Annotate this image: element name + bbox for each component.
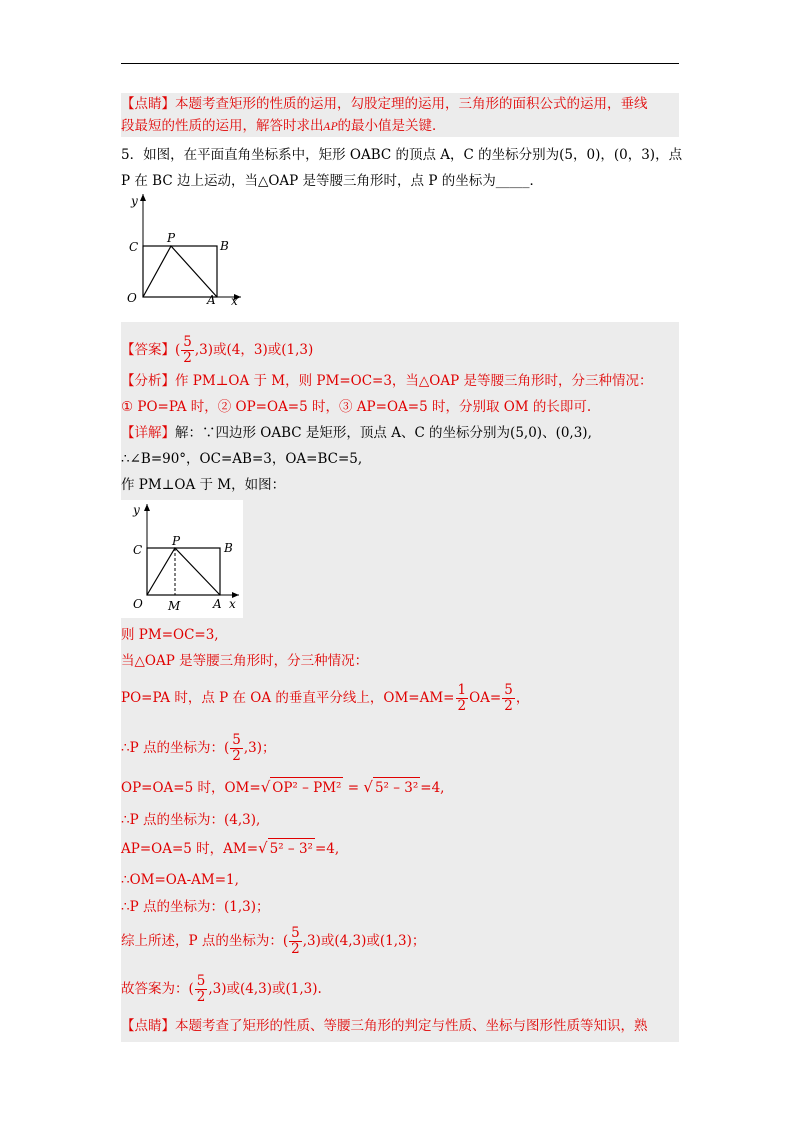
fraction: $\frac{5}{2}$: [183, 334, 192, 366]
fig2-y-label: y: [133, 503, 140, 517]
fig1-c-label: C: [129, 240, 139, 254]
question-line1: 5．如图，在平面直角坐标系中，矩形 OABC 的顶点 A，C 的坐标分别为(5，0)，(0，3)，点: [121, 147, 683, 163]
previous-comment-line1: 【点睛】本题考查矩形的性质的运用，勾股定理的运用，三角形的面积公式的运用，垂线: [121, 96, 648, 112]
fig2-x-label: x: [229, 597, 236, 611]
fig2-p-label: P: [172, 534, 181, 548]
step-9: ∴P 点的坐标为：(1,3)；: [121, 899, 270, 915]
fraction: $\frac{5}{2}$: [232, 732, 241, 764]
fraction-half: $\frac{1}{2}$: [457, 682, 467, 714]
step-6: ∴P 点的坐标为：(4,3),: [121, 812, 261, 828]
step-11: 故答案为：( $\frac{5}{2}$ ,3)或(4,3)或(1,3).: [121, 973, 322, 1005]
fig1-y-label: y: [131, 194, 138, 208]
answer-label: 【答案】: [121, 342, 175, 358]
fig1-x-label: x: [231, 294, 238, 308]
previous-comment-line2: 段最短的性质的运用，解答时求出AP的最小值是关键．: [121, 118, 446, 134]
fraction: $\frac{5}{2}$: [196, 973, 206, 1005]
fig1-p-label: P: [167, 231, 176, 245]
step-2: 当△OAP 是等腰三角形时，分三种情况：: [121, 653, 369, 669]
fig2-o-label: O: [133, 597, 143, 611]
figure-rectangle-oabc: [121, 190, 246, 315]
fraction: $\frac{5}{2}$: [504, 682, 513, 714]
analysis-label: 【分析】: [121, 373, 175, 389]
header-rule: [121, 63, 679, 64]
fig1-a-label: A: [207, 293, 216, 307]
fig2-b-label: B: [224, 541, 233, 555]
detail-line3: 作 PM⊥OA 于 M，如图：: [121, 477, 286, 493]
step-7: AP=OA=5 时，AM=√ 5² – 3² =4,: [121, 839, 340, 857]
final-comment-line: 【点睛】本题考查了矩形的性质、等腰三角形的判定与性质、坐标与图形性质等知识，熟: [121, 1018, 648, 1034]
fig2-a-label: A: [213, 597, 222, 611]
detail-line2: ∴∠B=90°，OC=AB=3，OA=BC=5,: [121, 451, 363, 467]
analysis-line1: 【分析】作 PM⊥OA 于 M，则 PM=OC=3，当△OAP 是等腰三角形时，分三种情况：: [121, 373, 653, 389]
step-8: ∴OM=OA-AM=1,: [121, 872, 239, 888]
step-1: 则 PM=OC=3,: [121, 627, 219, 643]
previous-comment-box: [121, 93, 679, 137]
fig1-b-label: B: [220, 239, 229, 253]
fig2-c-label: C: [133, 543, 143, 557]
fig1-o-label: O: [127, 291, 137, 305]
detail-line1: 【详解】解：∵四边形 OABC 是矩形，顶点 A、C 的坐标分别为(5,0)、(0,3),: [121, 425, 592, 441]
step-5: OP=OA=5 时，OM=√ OP² – PM² = √ 5² – 3² =4,: [121, 778, 445, 796]
step-10: 综上所述，P 点的坐标为：( $\frac{5}{2}$ ,3)或(4,3)或(1,3)；: [121, 925, 426, 957]
comment-label: 【点睛】: [121, 1018, 175, 1034]
analysis-line2: ① PO=PA 时，② OP=OA=5 时，③ AP=OA=5 时，分别取 OM 的长即可.: [121, 399, 592, 415]
step-4: ∴P 点的坐标为：( $\frac{5}{2}$ ,3)；: [121, 732, 276, 764]
answer-line: 【答案】( $\frac{5}{2}$ ,3)或(4，3)或(1,3): [121, 334, 314, 366]
fraction: $\frac{5}{2}$: [291, 925, 300, 957]
question-line2: P 在 BC 边上运动，当△OAP 是等腰三角形时，点 P 的坐标为_____．: [121, 173, 543, 189]
detail-label: 【详解】: [121, 425, 175, 441]
figure-rectangle-with-perpendicular: [121, 500, 243, 618]
step-3: PO=PA 时，点 P 在 OA 的垂直平分线上，OM=AM= $\frac{1}{2}$ OA= $\frac{5}{2}$ ，: [121, 682, 530, 714]
fig2-m-label: M: [168, 599, 181, 613]
comment-label: 【点睛】: [121, 96, 175, 112]
